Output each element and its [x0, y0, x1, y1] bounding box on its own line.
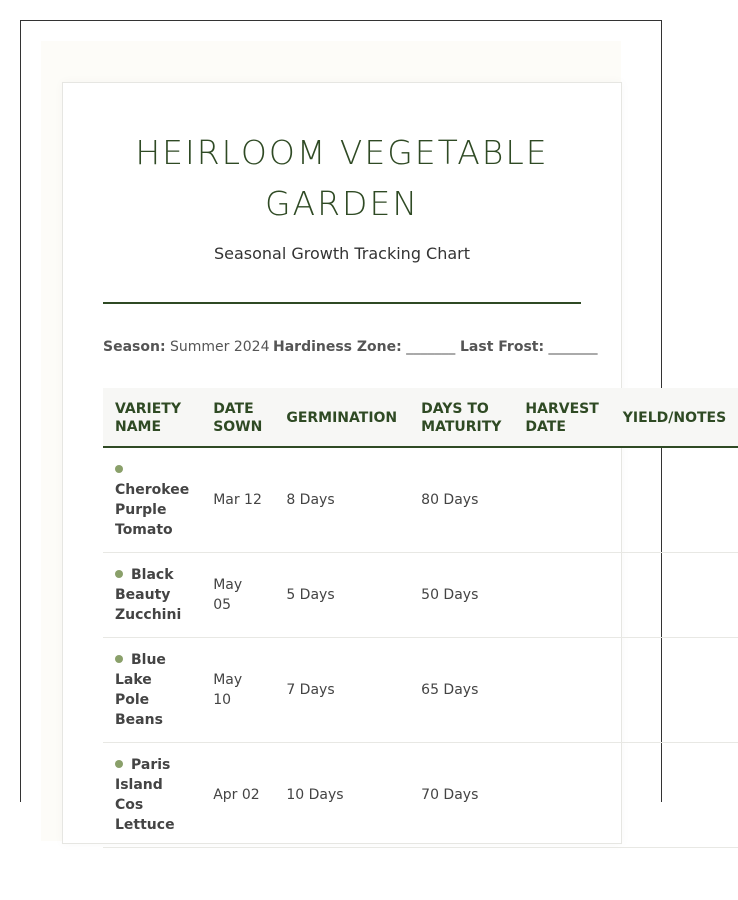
germination-cell: 8 Days — [274, 447, 409, 553]
page-title: HEIRLOOM VEGETABLE GARDEN — [135, 133, 549, 223]
maturity-cell: 80 Days — [409, 447, 513, 553]
column-header-date-sown: DATE SOWN — [201, 388, 274, 447]
yield-notes-cell — [611, 638, 738, 743]
bullet-icon — [115, 760, 123, 768]
maturity-cell: 70 Days — [409, 743, 513, 848]
season-label: Season: — [103, 339, 166, 355]
maturity-cell: 65 Days — [409, 638, 513, 743]
bullet-icon — [115, 655, 123, 663]
column-header-harvest-date: HARVEST DATE — [513, 388, 610, 447]
date-sown-cell: May 05 — [201, 553, 274, 638]
bullet-icon — [115, 570, 123, 578]
season-field — [103, 339, 269, 355]
bullet-icon — [115, 465, 123, 473]
table-row — [103, 553, 738, 638]
variety-name: Black Beauty Zucchini — [115, 567, 182, 623]
season-value: Summer 2024 — [170, 339, 270, 355]
table-row — [103, 743, 738, 848]
variety-cell — [103, 743, 201, 848]
date-sown-cell: Mar 12 — [201, 447, 274, 553]
tracking-sheet — [62, 82, 727, 844]
variety-name: Cherokee Purple Tomato — [115, 482, 190, 538]
hardiness-zone-field — [273, 339, 455, 355]
yield-notes-cell — [611, 743, 738, 848]
table-row — [103, 447, 738, 553]
table-row — [103, 638, 738, 743]
yield-notes-cell — [611, 553, 738, 638]
harvest-date-cell — [513, 743, 610, 848]
variety-cell — [103, 447, 201, 553]
column-header-variety: VARIETY NAME — [103, 388, 201, 447]
title-divider — [103, 302, 581, 304]
column-header-days-to-maturity: DAYS TO MATURITY — [409, 388, 513, 447]
column-header-yield-notes: YIELD/NOTES — [611, 388, 738, 447]
yield-notes-cell — [611, 447, 738, 553]
page-subtitle: Seasonal Growth Tracking Chart — [213, 244, 471, 263]
last-frost-field — [460, 339, 598, 355]
variety-cell — [103, 553, 201, 638]
germination-cell: 7 Days — [274, 638, 409, 743]
variety-cell — [103, 638, 201, 743]
date-sown-cell: Apr 02 — [201, 743, 274, 848]
date-sown-cell: May 10 — [201, 638, 274, 743]
maturity-cell: 50 Days — [409, 553, 513, 638]
hardiness-zone-value: _______ — [406, 339, 456, 355]
germination-cell: 10 Days — [274, 743, 409, 848]
last-frost-label: Last Frost: — [460, 339, 545, 355]
growth-tracking-table — [103, 388, 738, 848]
document-viewport — [20, 20, 727, 833]
variety-name: Blue Lake Pole Beans — [115, 652, 166, 728]
harvest-date-cell — [513, 553, 610, 638]
harvest-date-cell — [513, 638, 610, 743]
harvest-date-cell — [513, 447, 610, 553]
column-header-germination: GERMINATION — [274, 388, 409, 447]
table-header-row — [103, 388, 738, 447]
hardiness-zone-label: Hardiness Zone: — [273, 339, 402, 355]
last-frost-value: _______ — [548, 339, 598, 355]
germination-cell: 5 Days — [274, 553, 409, 638]
variety-name: Paris Island Cos Lettuce — [115, 757, 175, 833]
